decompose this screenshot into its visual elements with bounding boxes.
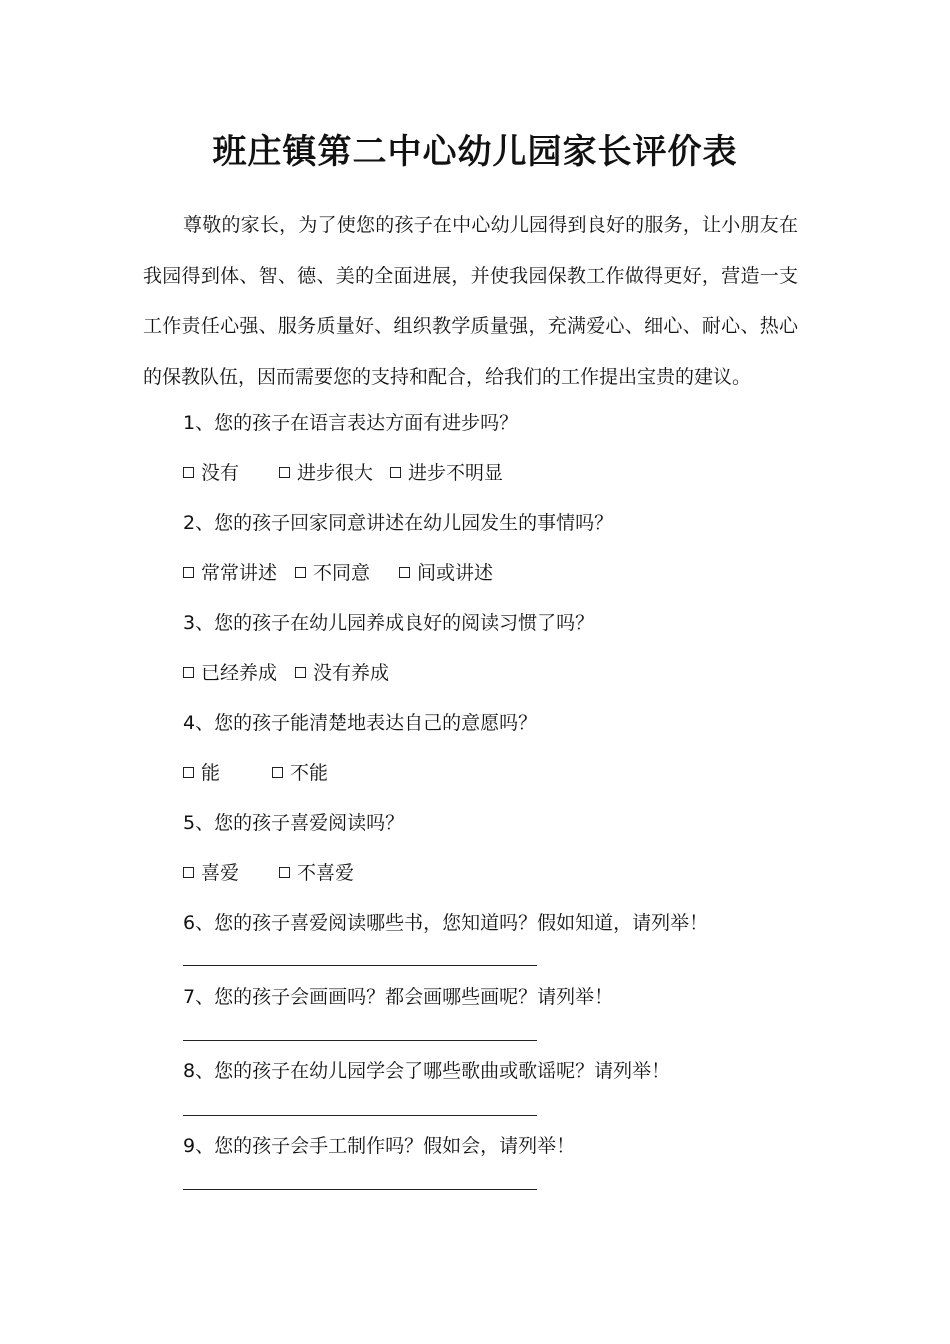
option-checkbox[interactable] xyxy=(399,556,493,590)
option-checkbox[interactable] xyxy=(183,756,220,790)
question-2: 2、您的孩子回家同意讲述在幼儿园发生的事情吗？ xyxy=(183,512,614,534)
intro-paragraph: 尊敬的家长，为了使您的孩子在中心幼儿园得到良好的服务，让小朋友在我园得到体、智、德、美的全面进展，并使我园保教工作做得更好，营造一支工作责任心强、服务质量好、组织教学质量强，充满爱心、细心、耐心、热心的保教队伍，因而需要您的支持和配合，给我们的工作提出宝贵的建议。 xyxy=(143,214,798,388)
option-checkbox[interactable] xyxy=(295,556,370,590)
answer-line-9[interactable] xyxy=(183,1189,537,1190)
answer-line-8[interactable] xyxy=(183,1115,537,1116)
checkbox-icon[interactable] xyxy=(183,467,194,478)
checkbox-icon[interactable] xyxy=(390,467,401,478)
question-6: 6、您的孩子喜爱阅读哪些书，您知道吗？假如知道，请列举！ xyxy=(183,912,709,934)
option-checkbox[interactable] xyxy=(279,856,354,890)
option-label: 不能 xyxy=(290,762,329,784)
option-label: 能 xyxy=(201,762,221,784)
question-1: 1、您的孩子在语言表达方面有进步吗？ xyxy=(183,412,519,434)
option-label: 进步很大 xyxy=(297,462,374,484)
option-label: 不喜爱 xyxy=(297,862,355,884)
option-label: 不同意 xyxy=(313,562,371,584)
checkbox-icon[interactable] xyxy=(183,567,194,578)
option-label: 间或讲述 xyxy=(417,562,494,584)
checkbox-icon[interactable] xyxy=(295,667,306,678)
checkbox-icon[interactable] xyxy=(279,867,290,878)
question-4: 4、您的孩子能清楚地表达自己的意愿吗？ xyxy=(183,712,538,734)
option-checkbox[interactable] xyxy=(183,556,277,590)
option-checkbox[interactable] xyxy=(183,456,239,490)
option-checkbox[interactable] xyxy=(279,456,373,490)
checkbox-icon[interactable] xyxy=(399,567,410,578)
option-checkbox[interactable] xyxy=(183,856,239,890)
question-8: 8、您的孩子在幼儿园学会了哪些歌曲或歌谣呢？请列举！ xyxy=(183,1060,671,1082)
option-checkbox[interactable] xyxy=(272,756,328,790)
option-checkbox[interactable] xyxy=(295,656,389,690)
question-3: 3、您的孩子在幼儿园养成良好的阅读习惯了吗？ xyxy=(183,612,595,634)
question-7: 7、您的孩子会画画吗？都会画哪些画呢？请列举！ xyxy=(183,986,614,1008)
question-9: 9、您的孩子会手工制作吗？假如会，请列举！ xyxy=(183,1135,576,1157)
option-label: 已经养成 xyxy=(201,662,278,684)
checkbox-icon[interactable] xyxy=(183,767,194,778)
option-label: 没有 xyxy=(201,462,240,484)
answer-line-7[interactable] xyxy=(183,1040,537,1041)
answer-line-6[interactable] xyxy=(183,965,537,966)
option-label: 喜爱 xyxy=(201,862,240,884)
checkbox-icon[interactable] xyxy=(183,667,194,678)
option-checkbox[interactable] xyxy=(183,656,277,690)
page-title: 班庄镇第二中心幼儿园家长评价表 xyxy=(212,132,738,172)
option-label: 没有养成 xyxy=(313,662,390,684)
question-5: 5、您的孩子喜爱阅读吗？ xyxy=(183,812,405,834)
checkbox-icon[interactable] xyxy=(183,867,194,878)
option-checkbox[interactable] xyxy=(390,456,503,490)
option-label: 常常讲述 xyxy=(201,562,278,584)
option-label: 进步不明显 xyxy=(408,462,504,484)
checkbox-icon[interactable] xyxy=(295,567,306,578)
checkbox-icon[interactable] xyxy=(279,467,290,478)
checkbox-icon[interactable] xyxy=(272,767,283,778)
